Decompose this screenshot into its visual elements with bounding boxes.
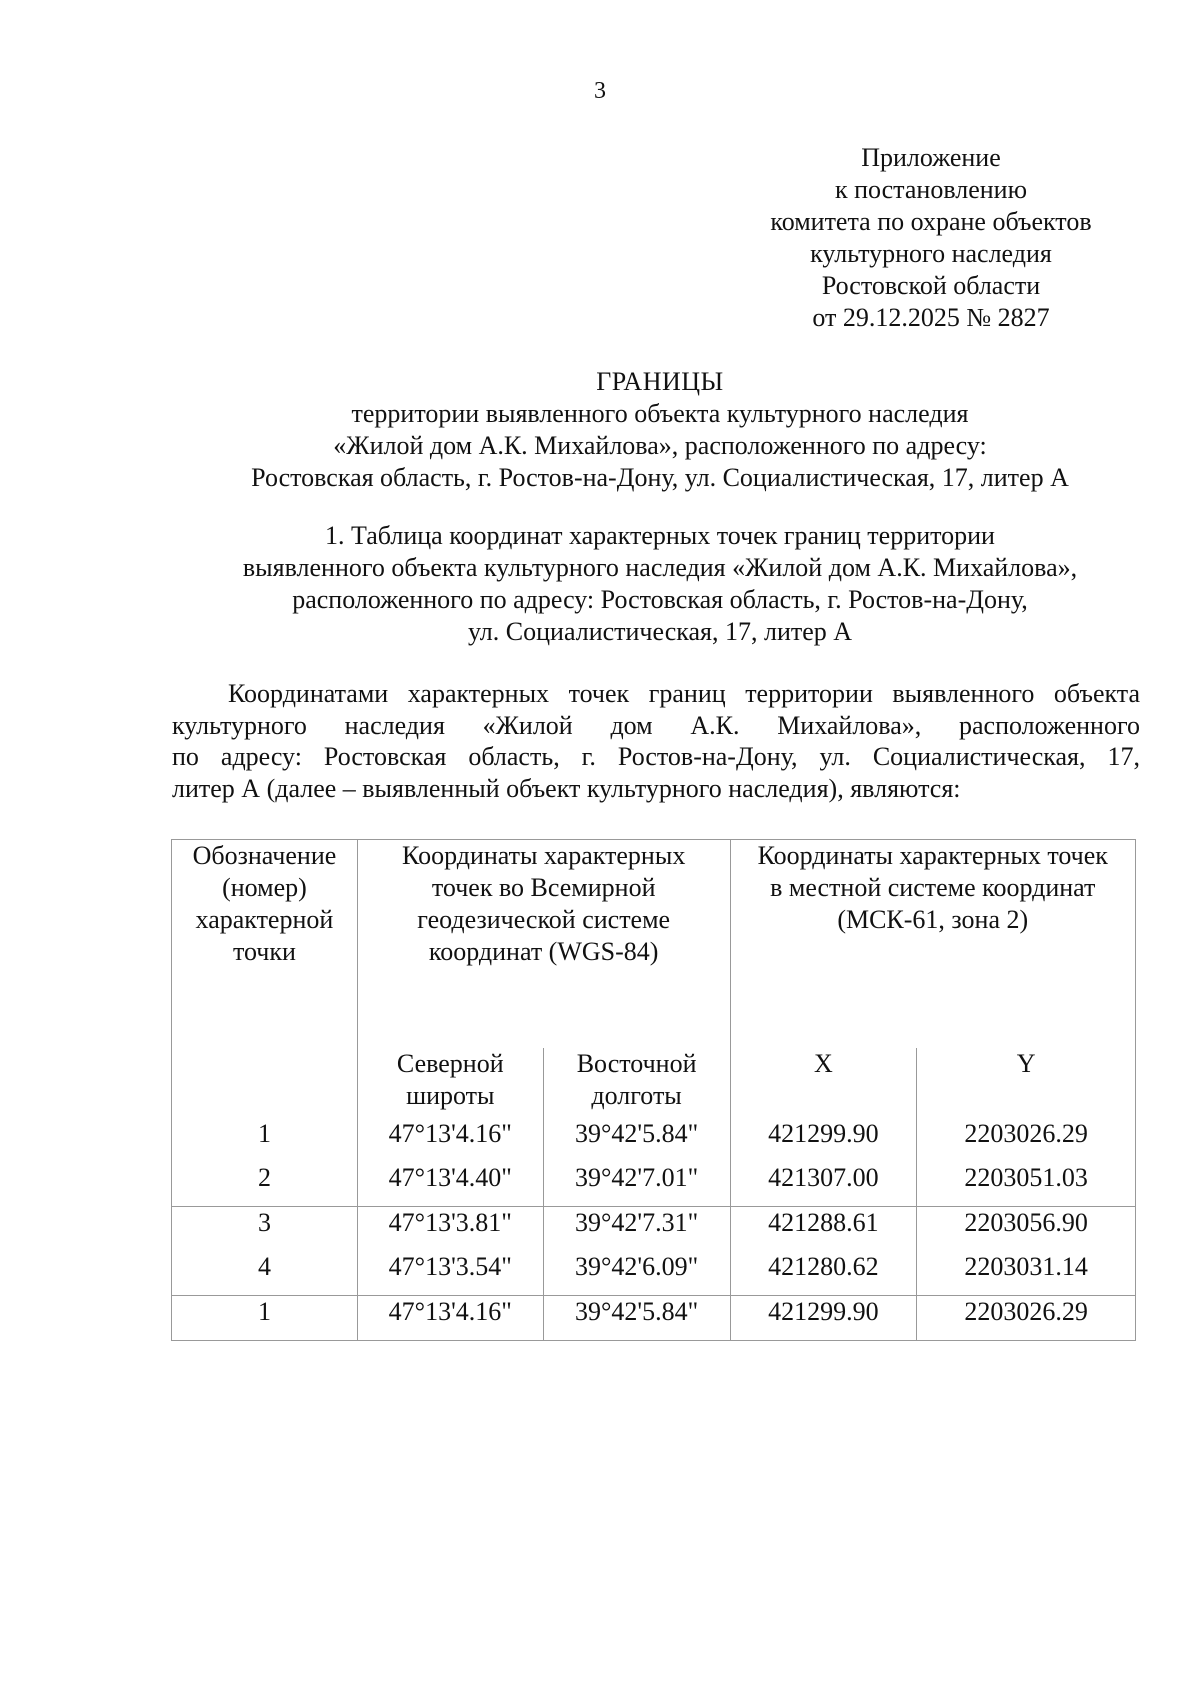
cell-y: 2203026.29 [917, 1296, 1136, 1341]
cell-north: 47°13'4.40" [357, 1162, 543, 1207]
cell-east: 39°42'7.31" [543, 1207, 730, 1252]
header-msk-cell [730, 840, 1136, 1049]
cell-y: 2203026.29 [917, 1118, 1136, 1162]
cell-north: 47°13'4.16" [357, 1118, 543, 1162]
header-point-cell [172, 840, 358, 1119]
title-line: территории выявленного объекта культурного наследия [351, 399, 969, 428]
appendix-line: культурного наследия [810, 239, 1052, 268]
paragraph-line: литер А (далее – выявленный объект культурного наследия), являются: [172, 773, 961, 803]
cell-x: 421288.61 [730, 1207, 917, 1252]
cell-north: 47°13'4.16" [357, 1296, 543, 1341]
section-line: ул. Социалистическая, 17, литер А [467, 617, 853, 646]
header-wgs-line: геодезической системе [417, 905, 671, 934]
cell-east: 39°42'6.09" [543, 1251, 730, 1296]
cell-x: 421307.00 [730, 1162, 917, 1207]
appendix-line: комитета по охране объектов [770, 207, 1092, 236]
subheader-north-line: широты [406, 1081, 495, 1110]
cell-point: 4 [172, 1251, 358, 1296]
header-point-line: точки [232, 937, 296, 966]
subheader-north-cell [357, 1048, 543, 1118]
table-row [172, 1207, 1136, 1252]
section-heading [120, 520, 1200, 648]
cell-north: 47°13'3.81" [357, 1207, 543, 1252]
section-line: 1. Таблица координат характерных точек границ территории [325, 521, 995, 550]
cell-north: 47°13'3.54" [357, 1251, 543, 1296]
paragraph-line: культурного наследия «Жилой дом А.К. Михайлова», расположенного [172, 710, 1140, 740]
title-heading: ГРАНИЦЫ [596, 367, 724, 396]
page-number: 3 [594, 78, 606, 104]
appendix-line: к постановлению [834, 175, 1028, 204]
cell-y: 2203031.14 [917, 1251, 1136, 1296]
subheader-east-line: долготы [591, 1081, 682, 1110]
appendix-date-line: от 29.12.2025 № 2827 [812, 303, 1050, 332]
section-line: расположенного по адресу: Ростовская область, г. Ростов-на-Дону, [292, 585, 1028, 614]
subheader-east-line: Восточной [576, 1049, 697, 1078]
cell-x: 421299.90 [730, 1296, 917, 1341]
cell-y: 2203051.03 [917, 1162, 1136, 1207]
table-row [172, 1296, 1136, 1341]
paragraph-line: по адресу: Ростовская область, г. Ростов-на-Дону, ул. Социалистическая, 17, [172, 742, 1140, 771]
title-line: «Жилой дом А.К. Михайлова», расположенного по адресу: [333, 431, 987, 460]
title-line: Ростовская область, г. Ростов-на-Дону, ул. Социалистическая, 17, литер А [251, 463, 1069, 492]
coordinates-table [171, 839, 1136, 1341]
header-msk-line: в местной системе координат [770, 873, 1096, 902]
subheader-north-line: Северной [396, 1049, 504, 1078]
body-paragraph [172, 678, 1140, 804]
table-header-row [172, 840, 1136, 1049]
header-point-line: Обозначение [192, 841, 337, 870]
header-msk-line: Координаты характерных точек [757, 841, 1108, 870]
cell-x: 421280.62 [730, 1251, 917, 1296]
table-row [172, 1251, 1136, 1296]
document-title [120, 366, 1200, 494]
section-line: выявленного объекта культурного наследия «Жилой дом А.К. Михайлова», [242, 553, 1078, 582]
appendix-line: Приложение [861, 143, 1001, 172]
header-point-line: характерной [195, 905, 334, 934]
cell-x: 421299.90 [730, 1118, 917, 1162]
subheader-x-cell: X [730, 1048, 917, 1118]
header-wgs-cell [357, 840, 730, 1049]
subheader-y-cell: Y [917, 1048, 1136, 1118]
subheader-east-cell [543, 1048, 730, 1118]
header-wgs-line: точек во Всемирной [431, 873, 656, 902]
cell-east: 39°42'7.01" [543, 1162, 730, 1207]
cell-east: 39°42'5.84" [543, 1296, 730, 1341]
cell-east: 39°42'5.84" [543, 1118, 730, 1162]
appendix-block [748, 142, 1114, 334]
header-wgs-line: Координаты характерных [402, 841, 686, 870]
header-wgs-line: координат (WGS-84) [428, 937, 659, 966]
table-row [172, 1162, 1136, 1207]
paragraph-line: Координатами характерных точек границ территории выявленного объекта [228, 679, 1140, 708]
cell-point: 1 [172, 1118, 358, 1162]
cell-point: 2 [172, 1162, 358, 1207]
cell-point: 1 [172, 1296, 358, 1341]
header-point-line: (номер) [222, 873, 307, 902]
table-row [172, 1118, 1136, 1162]
appendix-line: Ростовской области [821, 271, 1041, 300]
cell-point: 3 [172, 1207, 358, 1252]
header-msk-line: (МСК-61, зона 2) [837, 905, 1029, 934]
cell-y: 2203056.90 [917, 1207, 1136, 1252]
